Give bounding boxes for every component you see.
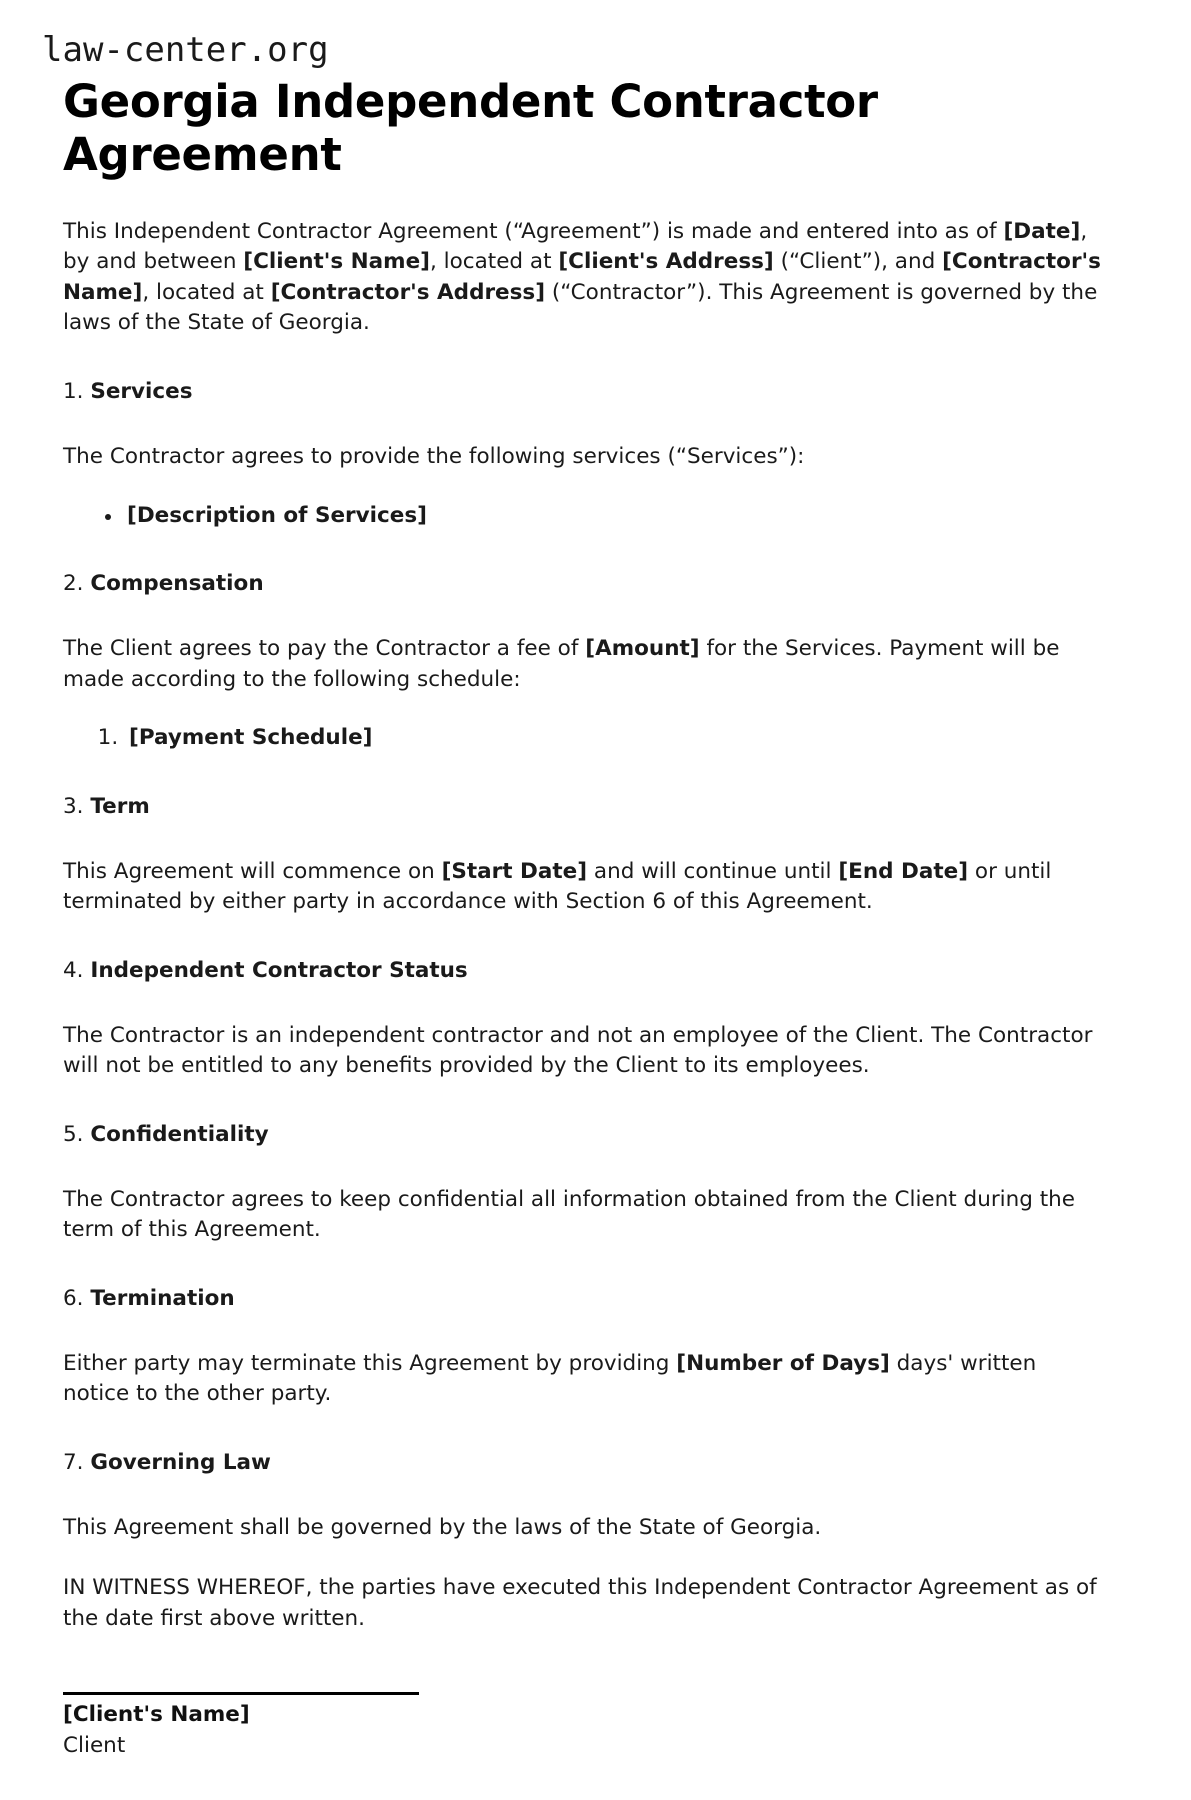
- signature-block: [63, 1692, 1106, 1760]
- site-name: law-center.org: [42, 30, 329, 70]
- section-heading-compensation: [63, 569, 1106, 598]
- section-title: Services: [90, 378, 193, 404]
- witness-paragraph: IN WITNESS WHEREOF, the parties have executed this Independent Contractor Agreement as of the date first above written.: [63, 1575, 1097, 1631]
- section-title: Governing Law: [90, 1449, 271, 1475]
- term-paragraph: [63, 857, 1106, 918]
- section-number: 6.: [63, 1285, 84, 1311]
- intro-text-part1: This Independent Contractor Agreement (“Agreement”) is made and entered into as of: [63, 218, 1004, 244]
- section-number: 7.: [63, 1449, 84, 1475]
- section-title: Confidentiality: [90, 1121, 269, 1147]
- term-text-part1: This Agreement will commence on: [63, 858, 442, 884]
- section-heading-status: [63, 956, 1106, 985]
- services-paragraph: The Contractor agrees to provide the following services (“Services”):: [63, 443, 805, 469]
- section-heading-termination: [63, 1284, 1106, 1313]
- payment-schedule-list: [63, 723, 1106, 754]
- list-item: 1. [Payment Schedule]: [125, 723, 1106, 754]
- list-item: • [Description of Services]: [123, 501, 1106, 532]
- section-title: Termination: [90, 1285, 235, 1311]
- status-paragraph: The Contractor is an independent contractor and not an employee of the Client. The Contractor will not be entitled to any benefits provided by the Client to its employees.: [63, 1022, 1093, 1079]
- section-heading-confidentiality: [63, 1120, 1106, 1149]
- services-list: [63, 501, 1106, 532]
- section-heading-services: [63, 377, 1106, 406]
- compensation-text-part2: for the Services. Payment will be made according to the following schedule:: [63, 636, 1060, 692]
- termination-paragraph: [63, 1349, 1106, 1410]
- compensation-text-part1: The Client agrees to pay the Contractor a fee of: [63, 636, 586, 662]
- amount-placeholder: [Amount]: [585, 636, 700, 662]
- signature-name-placeholder: [Client's Name]: [63, 1702, 250, 1728]
- section-number: 2.: [63, 571, 84, 597]
- termination-text-part2: days' written notice to the other party.: [63, 1350, 1037, 1407]
- intro-text-part6: (“Contractor”). This Agreement is governed by the laws of the State of Georgia.: [63, 279, 1098, 336]
- contractor-address-placeholder: [Contractor's Address]: [270, 279, 546, 305]
- termination-text-part1: Either party may terminate this Agreement by providing: [63, 1350, 677, 1376]
- intro-text-part4: (“Client”), and: [773, 249, 943, 275]
- intro-text-part3: , located at: [429, 249, 559, 275]
- client-address-placeholder: [Client's Address]: [558, 249, 774, 275]
- governing-law-paragraph: This Agreement shall be governed by the laws of the State of Georgia.: [63, 1514, 822, 1540]
- term-text-part3: or until terminated by either party in accordance with Section 6 of this Agreement.: [63, 858, 1052, 915]
- intro-paragraph: [63, 217, 1106, 339]
- section-number: 4.: [63, 957, 84, 983]
- date-placeholder: [Date]: [1003, 218, 1081, 244]
- section-number: 5.: [63, 1121, 84, 1147]
- section-heading-term: [63, 792, 1106, 821]
- term-text-part2: and will continue until: [587, 858, 839, 884]
- section-number: 1.: [63, 378, 84, 404]
- signature-role-label: Client: [63, 1732, 126, 1758]
- contractor-name-placeholder: [Contractor's Name]: [63, 249, 1101, 305]
- section-title: Independent Contractor Status: [90, 957, 468, 983]
- section-title: Compensation: [90, 571, 264, 597]
- page-title: Georgia Independent Contractor Agreement: [63, 74, 878, 181]
- confidentiality-paragraph: The Contractor agrees to keep confidential all information obtained from the Client during the term of this Agreement.: [63, 1186, 1076, 1243]
- days-placeholder: [Number of Days]: [676, 1350, 890, 1376]
- section-number: 3.: [63, 793, 84, 819]
- intro-text-part5: , located at: [142, 279, 271, 305]
- end-date-placeholder: [End Date]: [838, 858, 969, 884]
- client-name-placeholder: [Client's Name]: [243, 249, 430, 275]
- intro-text-part2: , by and between: [63, 218, 1088, 275]
- signature-line: [63, 1692, 419, 1695]
- section-heading-governing-law: [63, 1448, 1106, 1477]
- section-title: Term: [90, 793, 150, 819]
- compensation-paragraph: [63, 634, 1106, 695]
- start-date-placeholder: [Start Date]: [441, 858, 588, 884]
